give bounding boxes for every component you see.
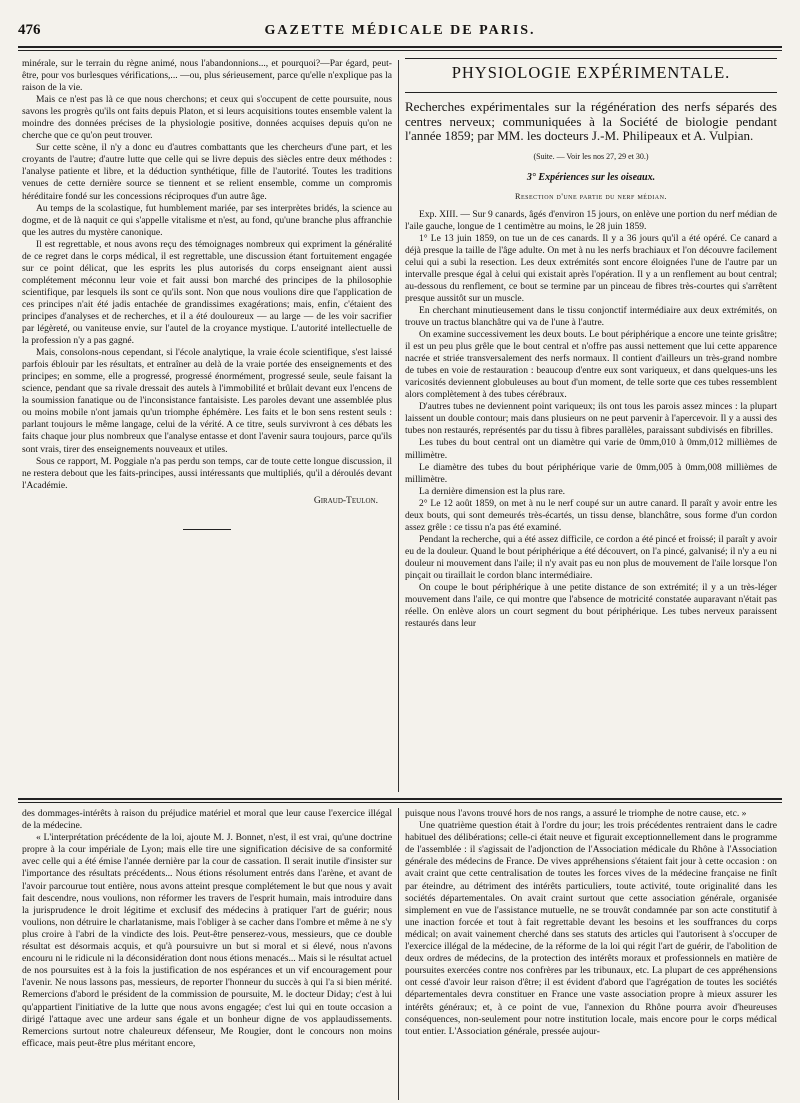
paragraph: 2° Le 12 août 1859, on met à nu le nerf coupé sur un autre canard. Il paraît y avoir entre les deux bouts, qui sont demeurés très-écartés, un tissu dense, blanchâtre, sous forme d'un cordon assez grêle : ce tissu n'a pas été examiné. bbox=[405, 497, 777, 533]
paragraph: Il est regrettable, et nous avons reçu des témoignages nombreux qui expriment la généralité de ce regret dans le corps médical, il est regrettable, une discussion étant fortuitement engagée sur ce point délicat, que les esprits les plus autorisés du corps enseignant aient aussi complétement méconnu leur voie et fait aussi bon marché des principes de la philosophie scientifique, par lesquels ils sont ce qu'ils sont. Non que nous voulions dire que l'application de ces principes n'ait été jadis entachée de grandissimes exagérations; mais, enfin, c'étaient des principes d'analyses et de recherches, et il a été douloureux — au large — de les voir sacrifier par légèreté, ou vaniteuse envie, sur l'autel de la croyance mystique. L'autorité intellectuelle de la profession n'y a pas gagné. bbox=[22, 238, 392, 347]
author-signature: Giraud-Teulon. bbox=[313, 494, 378, 506]
header-rule bbox=[18, 46, 782, 48]
subsubsection-heading: Resection d'une partie du nerf médian. bbox=[515, 191, 667, 201]
section-divider-thin bbox=[18, 802, 782, 803]
article-heading: Recherches expérimentales sur la régénération des nerfs séparés des centres nerveux; communiquées à la Société de biologie pendant l'année 1859; par MM. les docteurs J.-M. Philipeaux et A. Vulpian. bbox=[405, 99, 777, 143]
column-divider bbox=[398, 60, 399, 792]
lower-left-column bbox=[22, 808, 392, 1050]
paragraph: Sur cette scène, il n'y a donc eu d'autres combattants que les chercheurs d'une part, et les croyants de l'autre; d'autre lutte que celle qui se livre depuis des siècles entre deux méthodes : l'analyse patiente et libre, et la déduction synthétique, fille de l'autorité. Toutes les traditions venues de cette dernière source se tiennent et se relient ensemble, comme un compromis héréditaire fondé sur les concessions réciproques d'un autre âge. bbox=[22, 142, 392, 202]
paragraph: Le diamètre des tubes du bout périphérique varie de 0mm,005 à 0mm,008 millièmes de millimètre. bbox=[405, 461, 777, 485]
paragraph: Mais ce n'est pas là ce que nous cherchons; et ceux qui s'occupent de cette poursuite, nous savons les progrès qu'ils ont faits depuis Platon, et si leurs acquisitions toutes ensemble valent la moindre des données précises de la physiologie positive, données acquises depuis qu'on ne cherche que ce qu'on peut trouver. bbox=[22, 94, 392, 142]
paragraph: Sous ce rapport, M. Poggiale n'a pas perdu son temps, car de toute cette longue discussion, il ne restera debout que les faits-principes, aussi intéressants que multipliés, qu'il a déroulés devant l'Académie. bbox=[22, 455, 392, 491]
paragraph: Mais, consolons-nous cependant, si l'école analytique, la vraie école scientifique, s'est laissé parfois éblouir par les résultats, et entraîner au delà de la vraie portée des enseignements et des principes; en somme, elle a progressé, progressé énormément, progressé seule, seule faisant la science, pendant que sa rivale dressait des autels à l'immobilité et brûlait devant eux l'encens de la soumission fanatique ou de l'inconsistance fantaisiste. Les paroles devant une assemblée plus ou moins mobile n'ont jamais qu'un triomphe éphémère. Les faits et le bon sens restent seuls : parlant toujours le même langage, celui de la vérité. A ce titre, seuls survivront à ces débats les faits chaque jour plus nombreux que l'analyse entasse et dont l'avenir saura toujours, parce qu'ils sont vrais, tirer des enseignements nouveaux et utiles. bbox=[22, 347, 392, 455]
section-divider bbox=[18, 798, 782, 800]
paragraph: Exp. XIII. — Sur 9 canards, âgés d'environ 15 jours, on enlève une portion du nerf médian de l'aile gauche, longue de 1 centimètre au moins, le 28 juin 1859. bbox=[405, 208, 777, 232]
left-column bbox=[22, 58, 392, 530]
lower-right-column bbox=[405, 808, 777, 1038]
paragraph: puisque nous l'avons trouvé hors de nos rangs, a assuré le triomphe de notre cause, etc. » bbox=[405, 808, 747, 819]
paragraph: La dernière dimension est la plus rare. bbox=[419, 485, 566, 497]
subsection-heading: 3° Expériences sur les oiseaux. bbox=[526, 171, 656, 183]
paragraph: En cherchant minutieusement dans le tissu conjonctif intermédiaire aux deux extrémités, on trouve un tractus blanchâtre qui va de l'une à l'autre. bbox=[405, 304, 777, 329]
paragraph: minérale, sur le terrain du règne animé, nous l'abandonnions..., et pourquoi?—Par égard, peut-être, pour vos burlesques vérifications,... —ou, plus sérieusement, parce qu'elle n'explique pas la raison de la vie. bbox=[22, 58, 392, 94]
paragraph: des dommages-intérêts à raison du préjudice matériel et moral que leur cause l'exercice illégal de la médecine. bbox=[22, 808, 392, 832]
paragraph: « L'interprétation précédente de la loi, ajoute M. J. Bonnet, n'est, il est vrai, qu'une doctrine propre à la cour impériale de Lyon; mais elle tire une signification décisive de sa conformité avec celle qui a été émise l'année dernière par la cour de cassation. Il serait inutile d'insister sur l'importance des résultats précédents... Nous étions résolument entrés dans l'arène, et avant de l'avoir parcourue tout entière, nous avons atteint presque complétement le but que nous y avait fait descendre, nous voulions, non réformer les travers de l'esprit humain, mais introduire dans la jurisprudence le droit légitime et exclusif des médecins à pratiquer l'art de guérir; nous voulions, non détruire le charlatanisme, mais l'obliger à se cacher dans l'ombre et même à ne s'y plus croire à l'abri de la vindicte des lois. Peut-être penserez-vous, messieurs, que ce double résultat est désormais acquis, et qu'à poursuivre un but si moral et si élevé, nous n'avons encouru ni le ridicule ni la déconsidération dont nous étions menacés... Mais si le résultat actuel de nos poursuites est à la fois la justification de nos espérances et un vif encouragement pour l'avenir. Ne nous lassons pas, messieurs, de reporter l'honneur du succès à qui l'a si bien mérité. Remercions d'abord le président de la commission de poursuite, M. le docteur Diday; c'est à lui qu'appartient l'initiative de la lutte que nous avons engagée; c'est lui qui en toute occasion a dirigé l'attaque avec une ardeur sans égale et un bonheur digne de vos applaudissements. Remercions surtout notre chaleureux défenseur, Me Rougier, dont le concours non moins efficace, mais peut-être plus méritant encore, bbox=[22, 832, 392, 1049]
paragraph: Pendant la recherche, qui a été assez difficile, ce cordon a été pincé et froissé; il paraît y avoir eu de la douleur. Quand le bout périphérique a été découvert, on l'a pincé, galvanisé; il n'y a eu ni douleur ni mouvement dans l'aile; il n'y avait pas eu non plus de mouvement de l'aile lorsque l'on pinçait ou tiraillait le cordon blanc intermédiaire. bbox=[405, 533, 777, 581]
right-column bbox=[405, 58, 777, 630]
section-title: PHYSIOLOGIE EXPÉRIMENTALE. bbox=[451, 63, 731, 82]
lower-column-divider bbox=[398, 808, 399, 1100]
paragraph: Une quatrième question était à l'ordre du jour; les trois précédentes rentraient dans le cadre habituel des délibérations; celle-ci était neuve et figurait exceptionnellement dans le programme de l'assemblée : il s'agissait de l'adjonction de l'Association médicale du Rhône à l'Association générale des médecins de France. De vives appréhensions s'étaient fait jour à cette occasion : on avait craint que cette centralisation de toutes les forces vives de la médecine française ne finît par éteindre, au détriment des intérêts particuliers, toute activité, toute originalité dans les sociétés départementales. On avait craint surtout que cette association générale, organisée simplement en vue de l'assistance mutuelle, ne se trouvât condamnée par son acte constitutif à une inaction forcée et tout à fait regrettable devant les besoins et les souffrances du corps médical; on avait vainement cherché dans ses statuts des articles qui l'autorisent à s'occuper de l'exercice illégal de la médecine, de la réforme de la loi qui régit l'art de guérir, de l'abolition de deux ordres de médecins, de la protection des intérêts moraux et professionnels en matière de poursuites exercées contre nos confrères par les tribunaux, etc. La plupart de ces appréhensions ont cessé d'avoir leur raison d'être; il est évident d'abord que l'agrégation de toutes les sociétés départementales devra constituer en France une vaste association propre à mieux assurer les intérêts généraux; et, à ce point de vue, l'annexion du Rhône pourra avoir d'heureuses conséquences, non-seulement pour notre institution locale, mais encore pour le corps médical tout entier. L'Association générale, pressée aujour- bbox=[405, 820, 777, 1037]
page-number: 476 bbox=[18, 22, 41, 38]
section-header bbox=[405, 58, 777, 93]
paragraph: On coupe le bout périphérique à une petite distance de son extrémité; il y a un très-léger mouvement dans l'aile, ce qui montre que l'absence de motricité constatée auparavant n'était pas réelle. On enlève alors un court segment du bout périphérique. Les tubes nerveux paraissent restaurés dans leur bbox=[405, 582, 777, 630]
journal-title: GAZETTE MÉDICALE DE PARIS. bbox=[264, 23, 536, 38]
continuation-note: (Suite. — Voir les nos 27, 29 et 30.) bbox=[533, 151, 649, 161]
page-header bbox=[18, 22, 782, 44]
separator bbox=[183, 529, 231, 530]
paragraph: Les tubes du bout central ont un diamètre qui varie de 0mm,010 à 0mm,012 millièmes de millimètre. bbox=[405, 437, 777, 461]
paragraph: D'autres tubes ne deviennent point variqueux; ils ont tous les parois assez minces : la plupart laissent un double contour; mais dans plusieurs on ne peut parvenir à l'apercevoir. Il y a aussi des tubes non restaurés, représentés par du tissu à fibres parallèles, paraissant subdivisés en fibrilles. bbox=[405, 401, 777, 437]
paragraph: On examine successivement les deux bouts. Le bout périphérique a encore une teinte grisâtre; il est un peu plus grêle que le bout central et n'offre pas aussi nettement que lui cette apparence nacrée et striée transversalement des nerfs normaux. Il contient d'ailleurs un très-grand nombre de tubes en voie de restauration : beaucoup d'entre eux sont variqueux, et dans quelques-uns les varicosités deviennent globuleuses au bout d'un moment, de telle sorte que ces tubes ressemblent alors complètement à des tubes cérébraux. bbox=[405, 329, 777, 401]
paragraph: Au temps de la scolastique, fut humblement mariée, par ses interprètes bridés, la science au dogme, et de là naquit ce qui s'appelle vitalisme et n'est, au fond, qu'une branche plus affranchie que les autres du mystère canonique. bbox=[22, 202, 392, 238]
paragraph: 1° Le 13 juin 1859, on tue un de ces canards. Il y a 36 jours qu'il a été opéré. Ce canard a déjà presque la taille de l'âge adulte. On met à nu les nerfs brachiaux et l'on découvre facilement celui qui a subi la resection. Les deux extrémités sont encore éloignées l'une de l'autre par un intervalle presque égal à celui qui existait après l'opération. Il y a un renflement au bout central; au-dessous du renflement, ce bout se termine par un pinceau de fibres très-courtes qui s'arrêtent presque aussitôt sur un muscle. bbox=[405, 232, 777, 304]
header-rule-thin bbox=[18, 50, 782, 51]
